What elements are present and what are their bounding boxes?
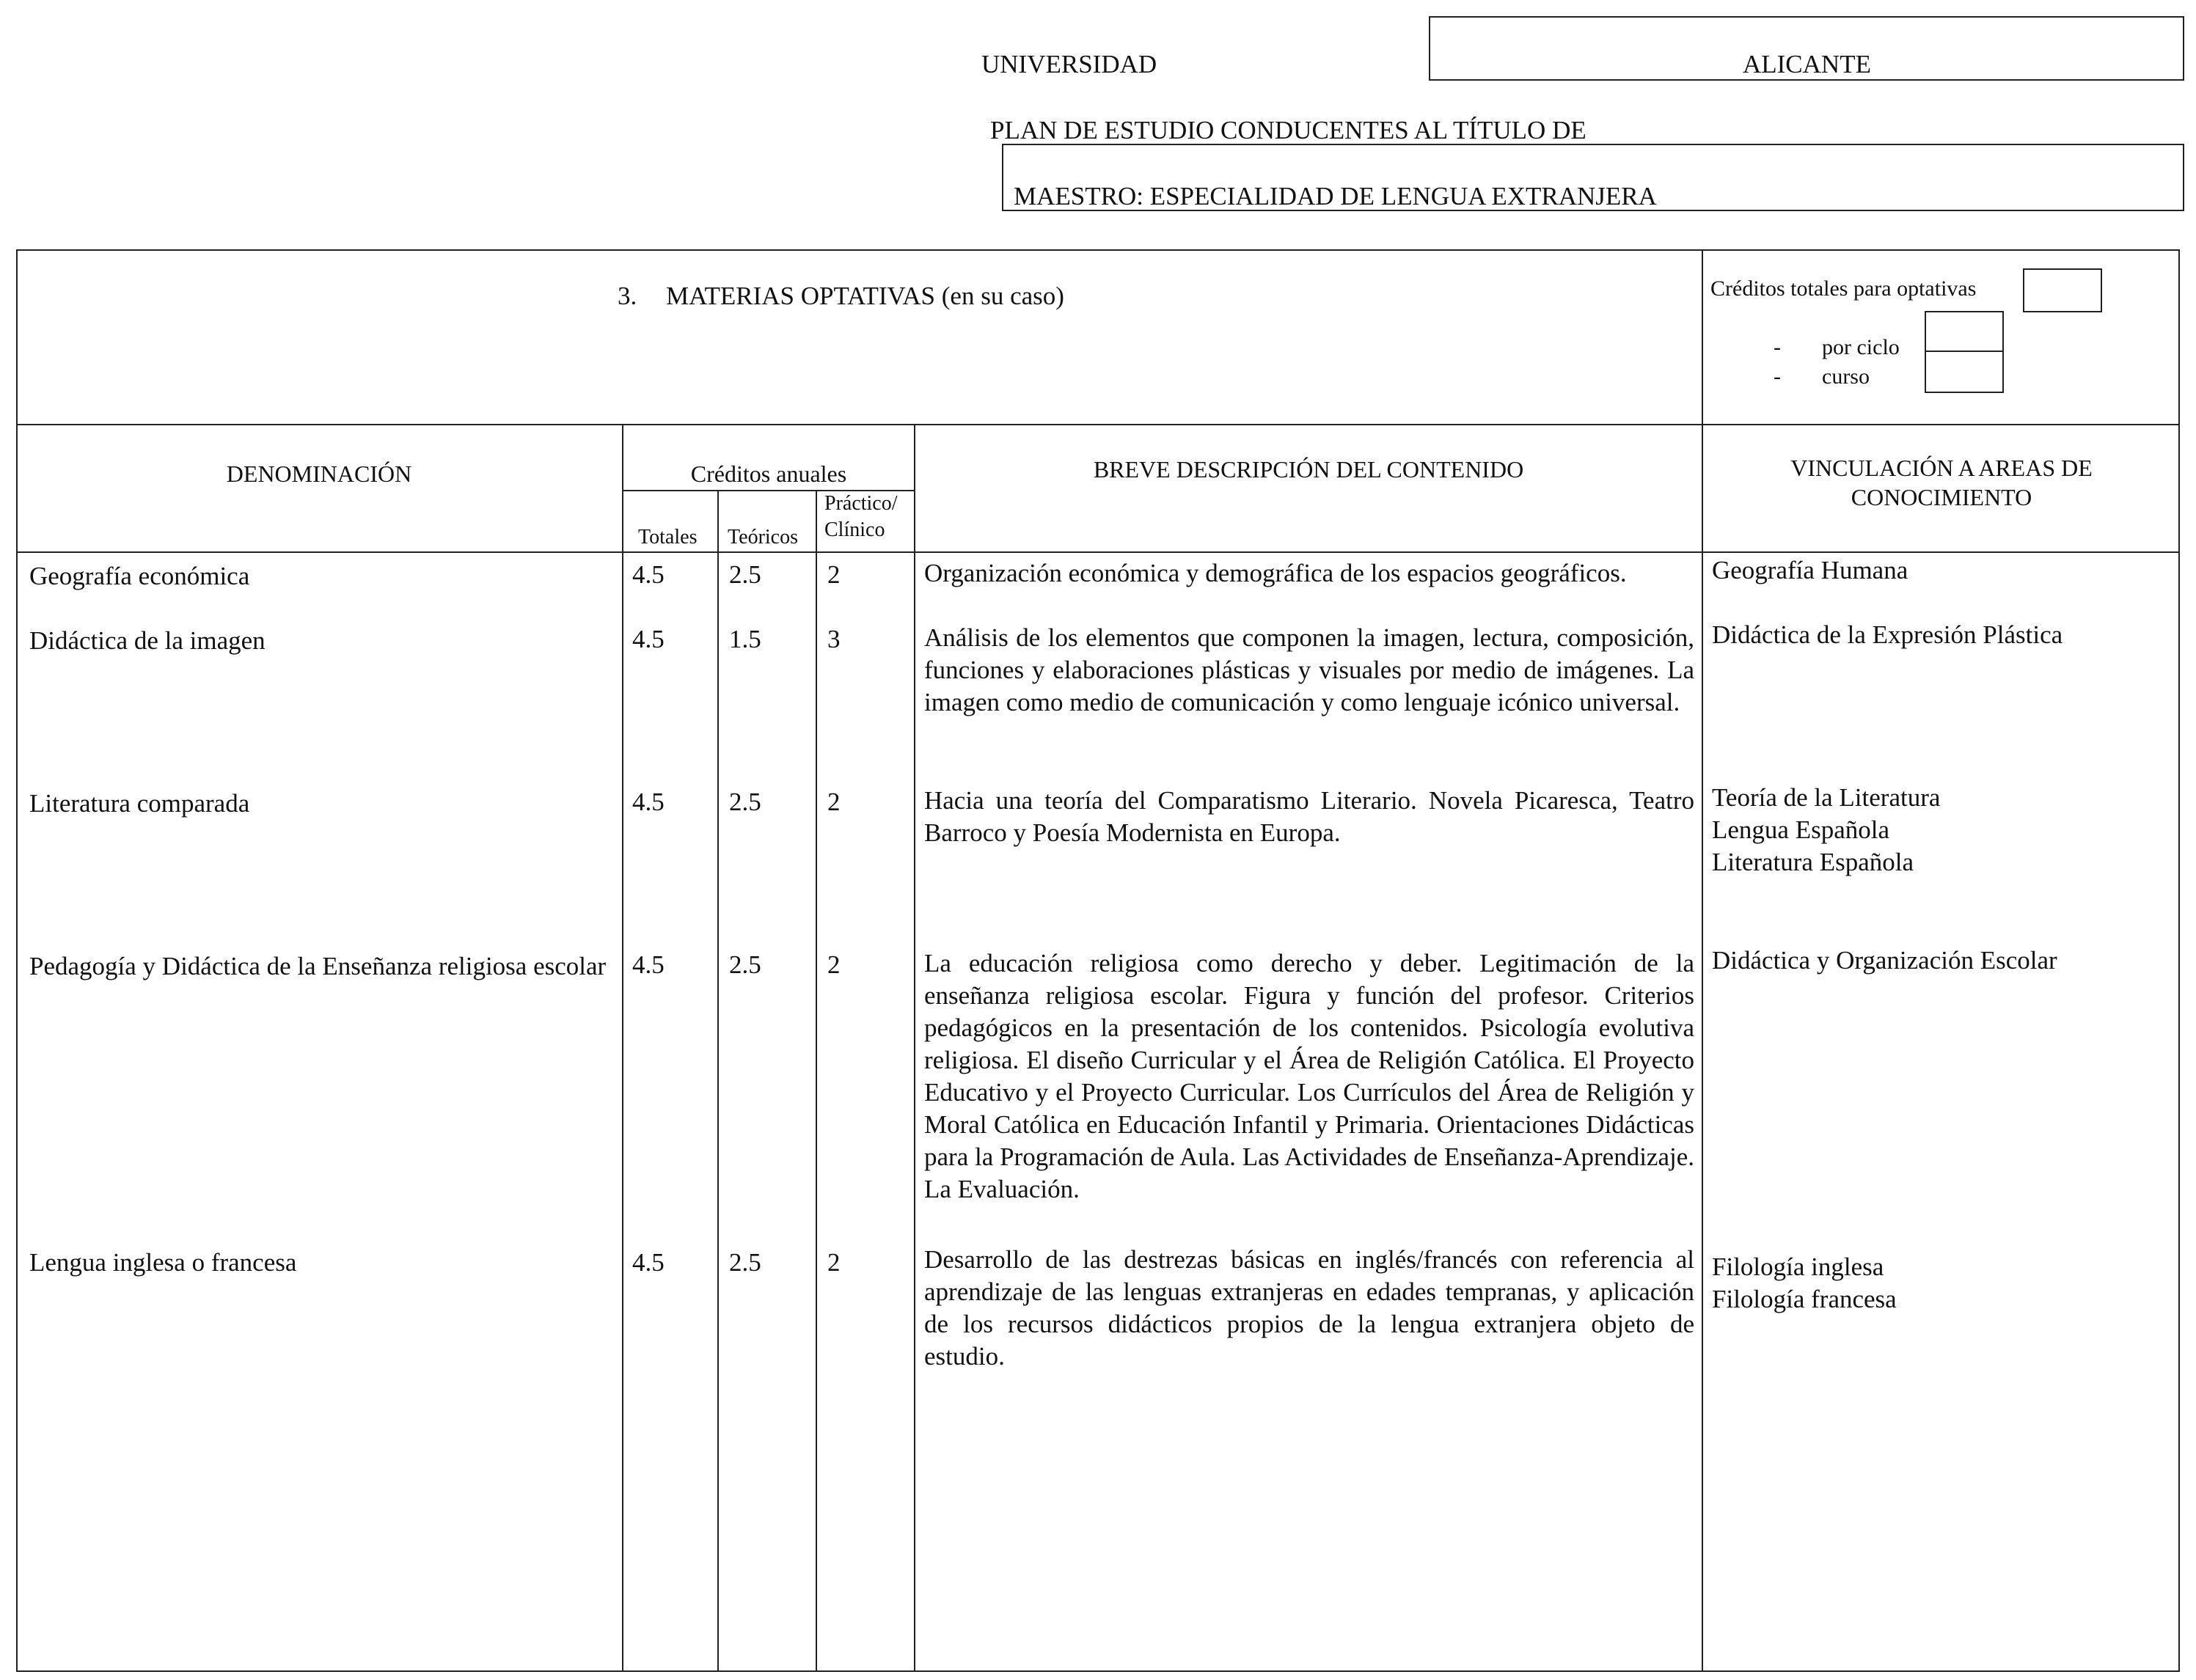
col-header-creditos-anuales: Créditos anuales bbox=[690, 461, 847, 487]
dash-curso: - bbox=[1774, 364, 1781, 389]
row-5-area-1: Filología inglesa bbox=[1712, 1252, 1884, 1281]
header-row-divider bbox=[16, 551, 2180, 553]
row-2-name: Didáctica de la imagen bbox=[29, 626, 266, 655]
col-header-teoricos: Teóricos bbox=[728, 526, 799, 549]
credits-total-label: Créditos totales para optativas bbox=[1710, 276, 1977, 301]
col-header-totales: Totales bbox=[638, 526, 698, 549]
row-5-description: Desarrollo de las destrezas básicas en inglés/francés con referencia al aprendizaje de las lenguas extranjeras en edades tempranas, y aplicación de los recursos didácticos propios de la lengua extranjera objeto de estudio. bbox=[924, 1245, 1694, 1371]
row-1-teoricos: 2.5 bbox=[729, 560, 761, 589]
col-divider-1 bbox=[622, 424, 623, 1670]
row-3-description: Hacia una teoría del Comparatismo Literario. Novela Picaresca, Teatro Barroco y Poesía Modernista en Europa. bbox=[924, 786, 1694, 847]
title-row-divider bbox=[16, 424, 2180, 425]
row-1-areas bbox=[1712, 554, 2174, 587]
col-header-practico: Práctico/ bbox=[824, 492, 898, 515]
por-ciclo-curso-divider bbox=[1925, 351, 2004, 352]
degree-title: MAESTRO: ESPECIALIDAD DE LENGUA EXTRANJERA bbox=[1014, 182, 1657, 210]
section-number: 3. bbox=[618, 282, 637, 310]
row-3-totales: 4.5 bbox=[632, 788, 665, 816]
row-1-name: Geografía económica bbox=[29, 562, 250, 590]
col-divider-3 bbox=[816, 490, 817, 1670]
plan-label: PLAN DE ESTUDIO CONDUCENTES AL TÍTULO DE bbox=[990, 116, 1586, 144]
por-ciclo-curso-box bbox=[1925, 311, 2004, 393]
row-5-practicos: 2 bbox=[827, 1248, 841, 1277]
col-header-clinico: Clínico bbox=[824, 518, 885, 541]
curso-label: curso bbox=[1822, 364, 1870, 389]
row-4-area-1: Didáctica y Organización Escolar bbox=[1712, 946, 2057, 975]
row-5-totales: 4.5 bbox=[632, 1248, 665, 1277]
row-2-description: Análisis de los elementos que componen la imagen, lectura, composición, funciones y elaboraciones plásticas y visuales por medio de imágenes. La imagen como medio de comunicación y como lenguaje icónico universal. bbox=[924, 623, 1694, 716]
row-4-areas bbox=[1712, 944, 2174, 977]
row-1-area-1: Geografía Humana bbox=[1712, 556, 1908, 584]
row-5-teoricos: 2.5 bbox=[729, 1248, 761, 1277]
row-3-area-1: Teoría de la Literatura bbox=[1712, 783, 1941, 812]
row-3-name: Literatura comparada bbox=[29, 789, 250, 818]
row-3-area-3: Literatura Española bbox=[1712, 848, 1914, 876]
row-1-totales: 4.5 bbox=[632, 560, 665, 589]
row-3-practicos: 2 bbox=[827, 788, 841, 816]
row-2-areas bbox=[1712, 619, 2174, 651]
row-2-area-1: Didáctica de la Expresión Plástica bbox=[1712, 620, 2063, 649]
title-row-vdivider bbox=[1702, 249, 1703, 425]
row-5-area-2: Filología francesa bbox=[1712, 1285, 1897, 1313]
row-2-totales: 4.5 bbox=[632, 625, 665, 653]
credits-total-box bbox=[2023, 268, 2102, 312]
row-4-totales: 4.5 bbox=[632, 950, 665, 979]
col-header-vinculacion-2: CONOCIMIENTO bbox=[1851, 484, 2032, 510]
row-4-name: Pedagogía y Didáctica de la Enseñanza religiosa escolar bbox=[29, 952, 607, 980]
col-header-vinculacion-1: VINCULACIÓN A AREAS DE bbox=[1790, 455, 2093, 481]
col-divider-4 bbox=[914, 424, 915, 1670]
university-label: UNIVERSIDAD bbox=[981, 50, 1157, 78]
row-3-teoricos: 2.5 bbox=[729, 788, 761, 816]
row-5-name: Lengua inglesa o francesa bbox=[29, 1248, 297, 1277]
row-4-practicos: 2 bbox=[827, 950, 841, 979]
col-header-denominacion: DENOMINACIÓN bbox=[226, 461, 412, 487]
row-3-area-2: Lengua Española bbox=[1712, 815, 1889, 844]
row-4-teoricos: 2.5 bbox=[729, 950, 761, 979]
col-divider-5 bbox=[1702, 424, 1703, 1670]
row-5-areas bbox=[1712, 1251, 2174, 1316]
por-ciclo-label: por ciclo bbox=[1822, 335, 1900, 359]
col-divider-2 bbox=[717, 490, 719, 1670]
section-title: MATERIAS OPTATIVAS (en su caso) bbox=[666, 282, 1064, 310]
row-3-areas bbox=[1712, 782, 2174, 878]
row-4-description: La educación religiosa como derecho y deber. Legitimación de la enseñanza religiosa escolar. Figura y función del profesor. Criterios pedagógicos en la presentación de los contenidos. Psicología evolutiva religiosa. El diseño Curricular y el Área de Religión Católica. El Proyecto Educativo y el Proyecto Curricular. Los Currículos del Área de Religión y Moral Católica en Educación Infantil y Primaria. Orientaciones Didácticas para la Programación de Aula. Las Actividades de Enseñanza-Aprendizaje. La Evaluación. bbox=[924, 949, 1694, 1203]
col-header-descripcion: BREVE DESCRIPCIÓN DEL CONTENIDO bbox=[1093, 456, 1524, 483]
dash-por-ciclo: - bbox=[1774, 335, 1781, 359]
row-2-teoricos: 1.5 bbox=[729, 625, 761, 653]
row-2-practicos: 3 bbox=[827, 625, 841, 653]
row-1-practicos: 2 bbox=[827, 560, 841, 589]
row-1-description: Organización económica y demográfica de los espacios geográficos. bbox=[924, 559, 1627, 587]
university-value: ALICANTE bbox=[1743, 50, 1871, 78]
